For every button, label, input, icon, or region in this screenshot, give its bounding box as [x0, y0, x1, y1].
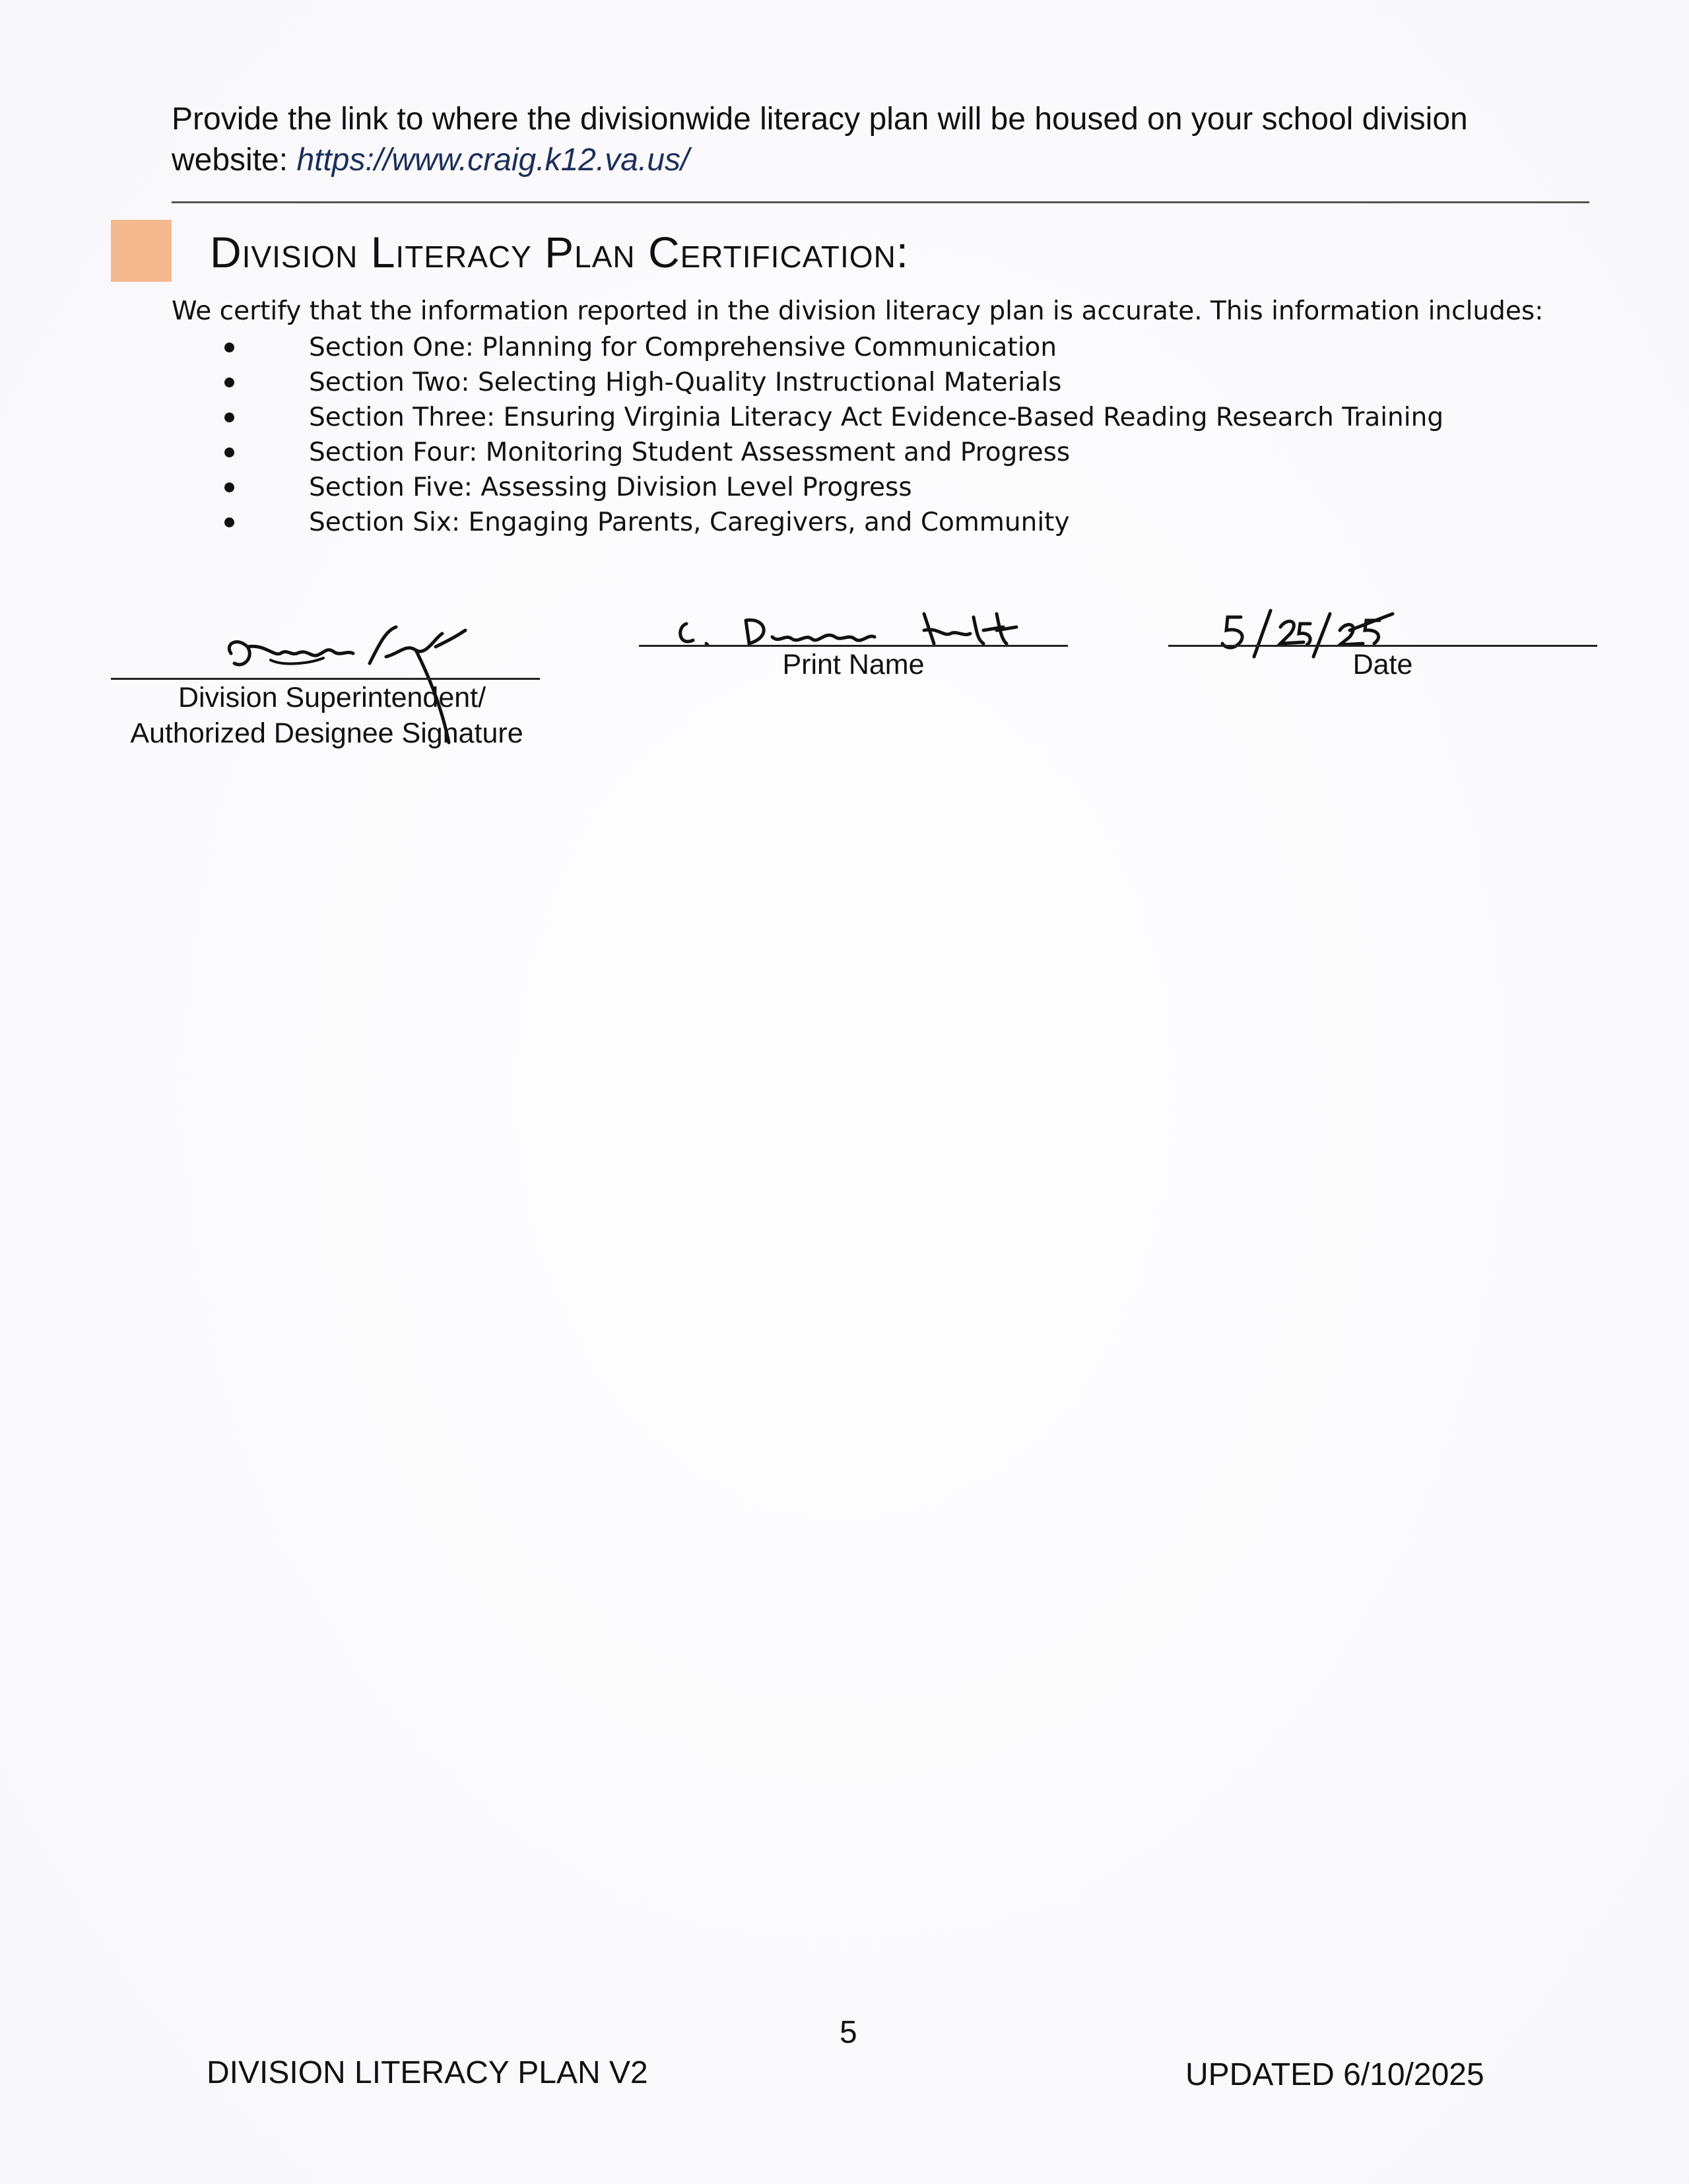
- website-link-prompt: [172, 99, 1584, 181]
- page-number: 5: [840, 2015, 857, 2050]
- list-item: [218, 400, 1443, 435]
- signature-label-line1: Division Superintendent/: [178, 682, 486, 713]
- bullet-icon: [224, 517, 234, 527]
- section-item-text: Section Three: Ensuring Virginia Literacy Act Evidence-Based Reading Research Training: [309, 403, 1444, 432]
- section-item-text: Section Five: Assessing Division Level Progress: [309, 473, 912, 502]
- certification-statement: We certify that the information reported in the division literacy plan is accurate. This information includes:: [172, 296, 1544, 326]
- section-item-text: Section One: Planning for Comprehensive Communication: [309, 333, 1057, 362]
- list-item: [218, 435, 1443, 470]
- list-item: [218, 330, 1443, 365]
- print-name-label: Print Name: [782, 649, 925, 680]
- footer-updated-date: UPDATED 6/10/2025: [1185, 2057, 1484, 2092]
- date-label: Date: [1352, 649, 1413, 680]
- website-prompt-text: Provide the link to where the divisionwide literacy plan will be housed on your school division website:: [172, 102, 1468, 178]
- bullet-icon: [224, 413, 234, 422]
- bullet-icon: [224, 378, 234, 387]
- footer-title: DIVISION LITERACY PLAN V2: [207, 2055, 648, 2090]
- section-item-text: Section Four: Monitoring Student Assessment and Progress: [309, 438, 1071, 467]
- bullet-icon: [224, 343, 234, 352]
- signature-label-line2: Authorized Designee Signature: [130, 717, 523, 749]
- signature-label-designee: [92, 715, 561, 751]
- list-item: [218, 470, 1443, 505]
- signature-label: [111, 680, 540, 715]
- bullet-icon: [224, 482, 234, 492]
- list-item: [218, 505, 1443, 540]
- list-item: [218, 365, 1443, 400]
- bullet-icon: [224, 447, 234, 457]
- section-marker: [111, 220, 172, 282]
- section-list: [218, 330, 1443, 540]
- certification-heading: Division Literacy Plan Certification:: [210, 228, 910, 277]
- section-item-text: Section Two: Selecting High-Quality Instructional Materials: [309, 368, 1062, 397]
- division-website-link[interactable]: https://www.craig.k12.va.us/: [296, 143, 690, 178]
- section-item-text: Section Six: Engaging Parents, Caregivers, and Community: [309, 508, 1070, 537]
- section-divider: [172, 201, 1589, 203]
